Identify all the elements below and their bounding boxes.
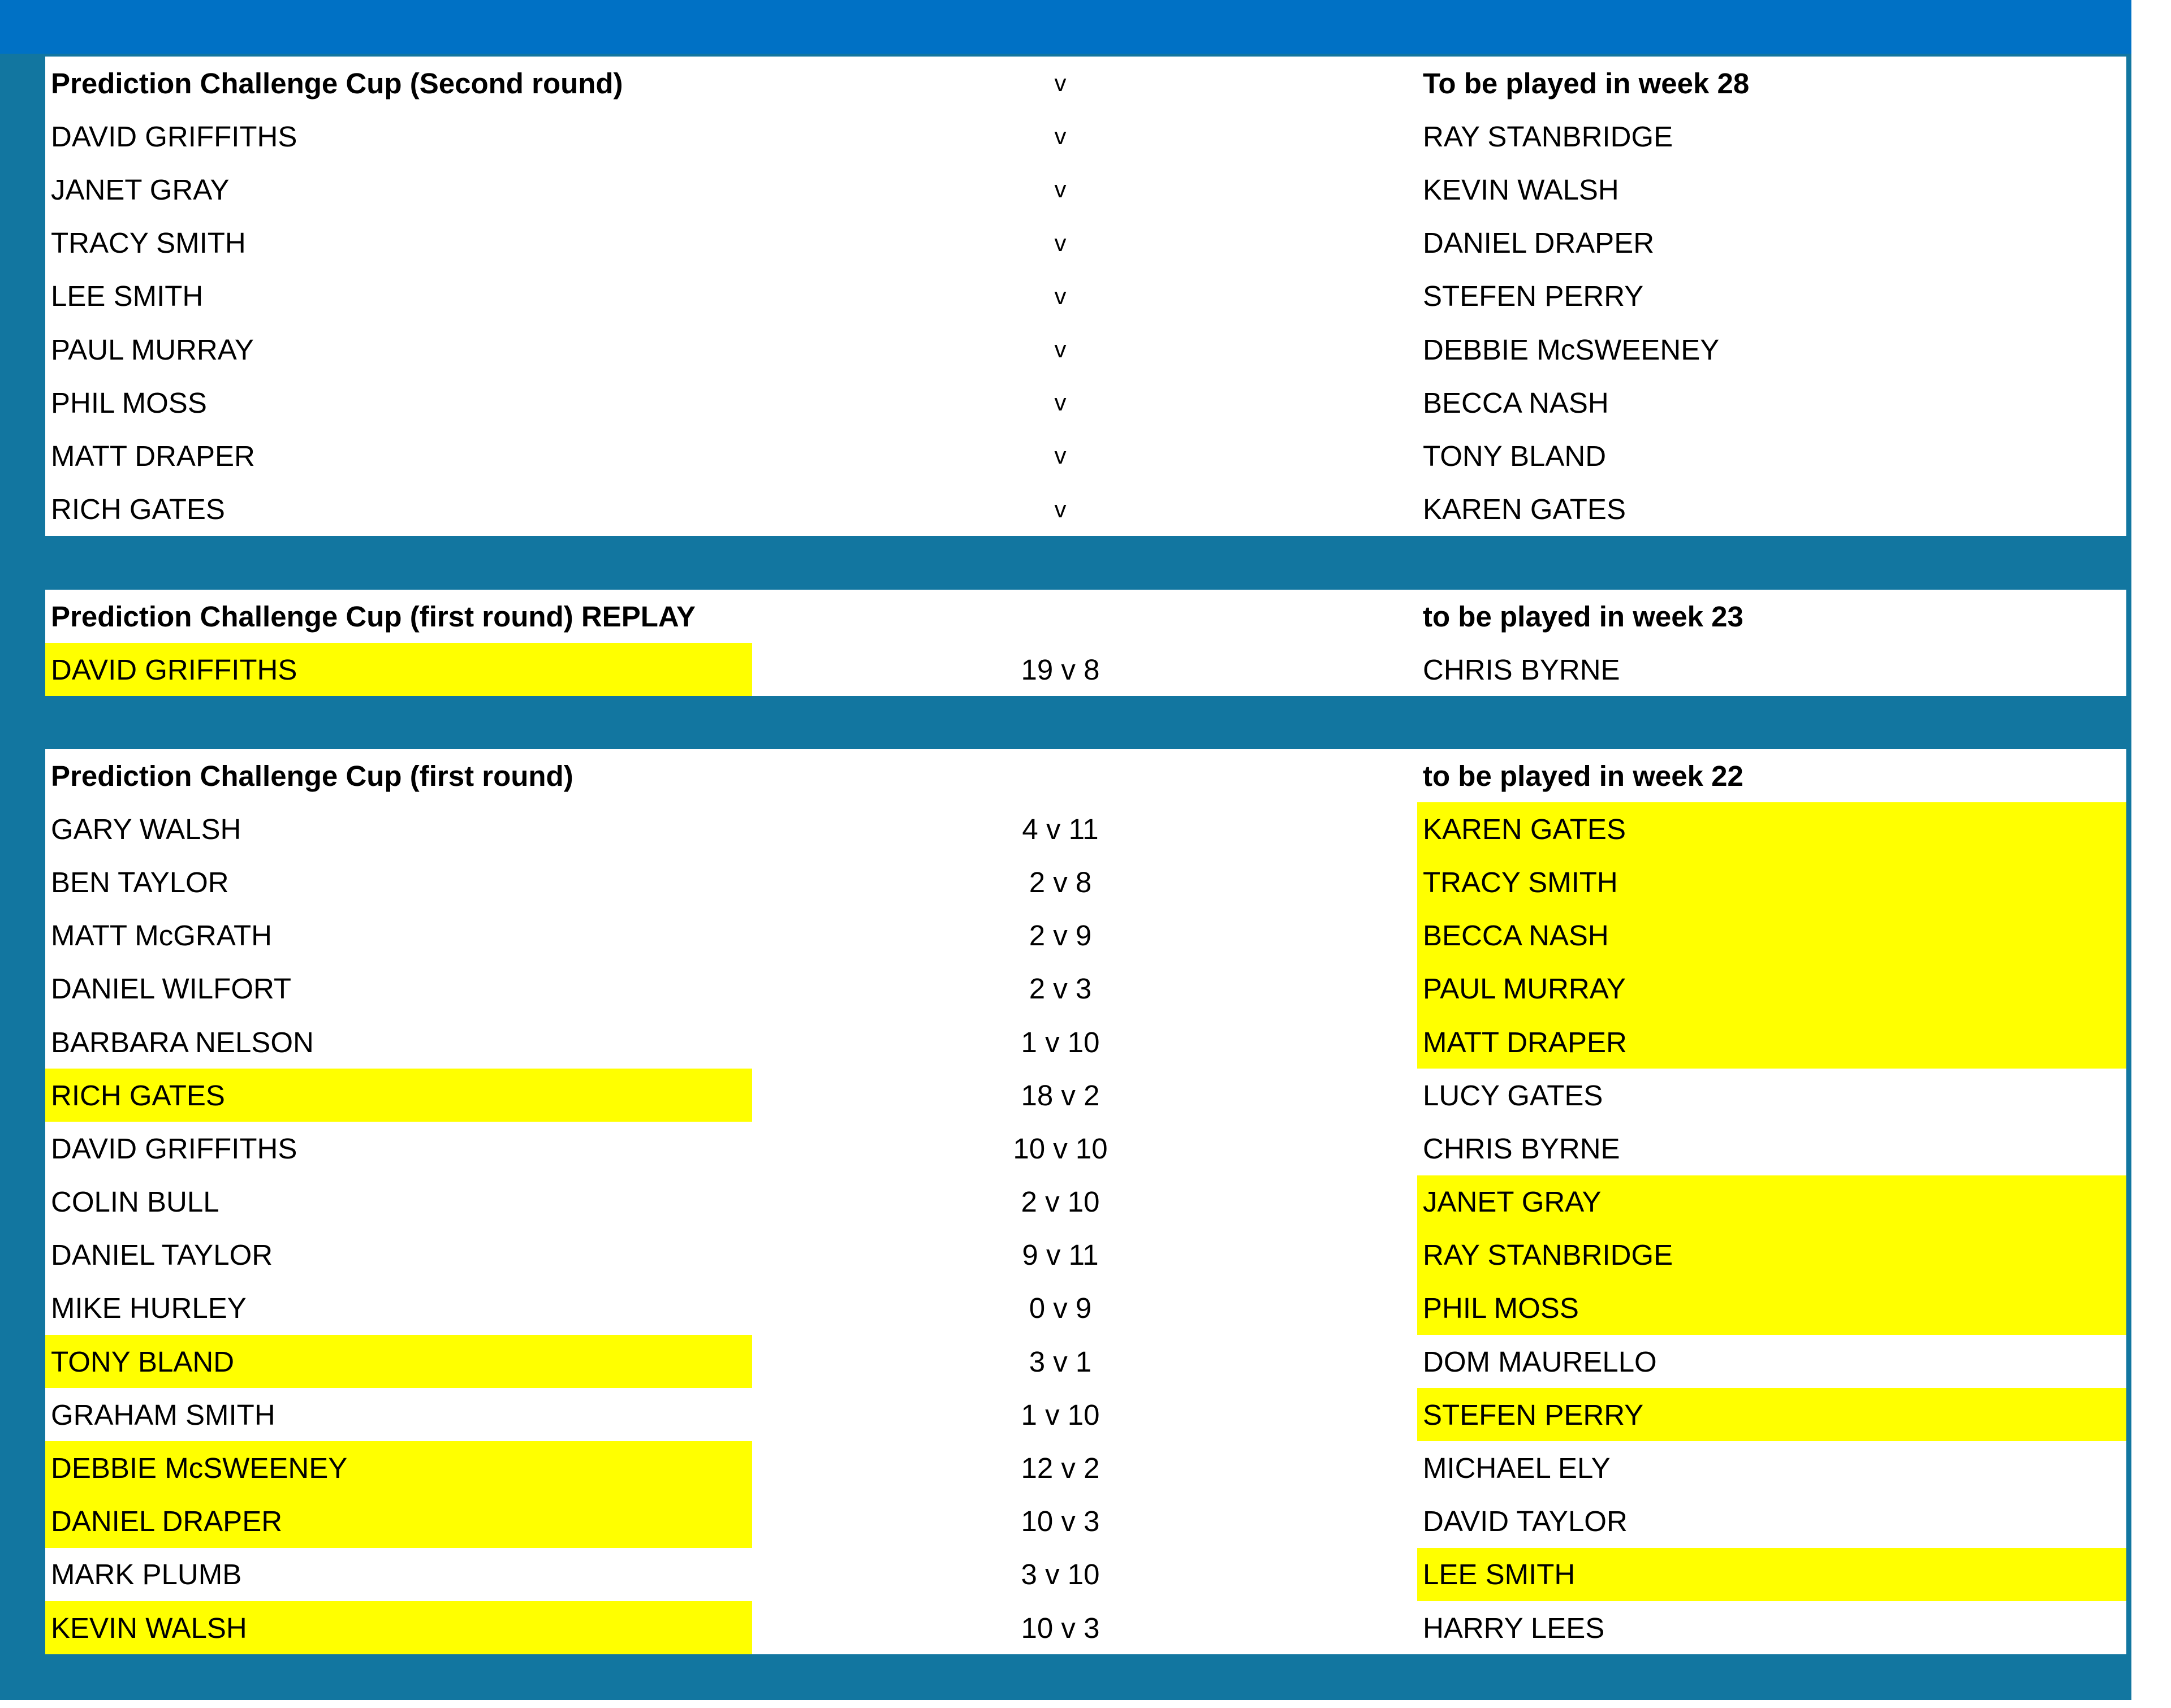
away-player: CHRIS BYRNE bbox=[1423, 653, 1620, 686]
match-score: 2 v 8 bbox=[1029, 866, 1092, 898]
home-player: DEBBIE McSWEENEY bbox=[45, 1441, 752, 1494]
fixture-row bbox=[45, 1548, 2126, 1601]
home-player: MARK PLUMB bbox=[51, 1558, 242, 1591]
match-score: 18 v 2 bbox=[1021, 1079, 1100, 1112]
away-player: PHIL MOSS bbox=[1417, 1282, 2126, 1335]
fixture-row bbox=[45, 483, 2126, 536]
bottom-edge bbox=[0, 1700, 2171, 1708]
home-player: RICH GATES bbox=[45, 1069, 752, 1122]
home-player: LEE SMITH bbox=[51, 280, 204, 313]
fixture-row bbox=[45, 1282, 2126, 1335]
away-player: STEFEN PERRY bbox=[1417, 1388, 2126, 1441]
away-player: RAY STANBRIDGE bbox=[1417, 1229, 2126, 1282]
fixture-row bbox=[45, 1388, 2126, 1441]
home-player: DAVID GRIFFITHS bbox=[45, 643, 752, 696]
fixture-row bbox=[45, 802, 2126, 855]
fixture-row bbox=[45, 1335, 2126, 1388]
match-score: v bbox=[1054, 123, 1067, 150]
home-player: GARY WALSH bbox=[51, 812, 241, 845]
second-round-table bbox=[45, 57, 2126, 536]
away-player: KAREN GATES bbox=[1423, 493, 1626, 526]
away-player: LEE SMITH bbox=[1417, 1548, 2126, 1601]
fixture-row bbox=[45, 1601, 2126, 1654]
home-player: GRAHAM SMITH bbox=[51, 1398, 275, 1431]
match-score: v bbox=[1054, 389, 1067, 416]
match-score: 9 v 11 bbox=[1022, 1239, 1099, 1272]
match-score: v bbox=[1054, 495, 1067, 522]
section-header bbox=[45, 749, 2126, 802]
section-header bbox=[45, 57, 2126, 110]
match-score: v bbox=[1054, 336, 1067, 363]
top-bar bbox=[0, 0, 2131, 54]
home-player: DAVID GRIFFITHS bbox=[51, 1132, 297, 1165]
home-player: BARBARA NELSON bbox=[51, 1026, 314, 1058]
match-score: 0 v 9 bbox=[1029, 1292, 1092, 1325]
match-score: 4 v 11 bbox=[1022, 812, 1099, 845]
away-player: DEBBIE McSWEENEY bbox=[1423, 333, 1720, 366]
match-score: 2 v 3 bbox=[1029, 972, 1092, 1005]
fixture-row bbox=[45, 962, 2126, 1015]
right-edge bbox=[2131, 0, 2171, 1708]
section-title: Prediction Challenge Cup (first round) REPLAY bbox=[51, 600, 696, 633]
fixture-row bbox=[45, 1069, 2126, 1122]
first-round-table bbox=[45, 749, 2126, 1654]
away-player: HARRY LEES bbox=[1423, 1611, 1605, 1644]
home-player: DANIEL WILFORT bbox=[51, 972, 292, 1005]
home-player: RICH GATES bbox=[51, 493, 225, 526]
fixture-row bbox=[45, 217, 2126, 270]
fixture-row bbox=[45, 1495, 2126, 1548]
away-player: DAVID TAYLOR bbox=[1423, 1505, 1628, 1538]
away-player: PAUL MURRAY bbox=[1417, 962, 2126, 1015]
section-schedule: To be played in week 28 bbox=[1423, 67, 1750, 100]
away-player: KAREN GATES bbox=[1417, 802, 2126, 855]
away-player: KEVIN WALSH bbox=[1423, 173, 1619, 206]
home-player: MATT DRAPER bbox=[51, 439, 255, 472]
match-score: v bbox=[1054, 229, 1067, 256]
match-score: 10 v 3 bbox=[1021, 1505, 1100, 1538]
fixture-row bbox=[45, 110, 2126, 163]
away-player: STEFEN PERRY bbox=[1423, 280, 1644, 313]
fixture-row bbox=[45, 643, 2126, 696]
away-player: TRACY SMITH bbox=[1417, 855, 2126, 909]
fixture-row bbox=[45, 1175, 2126, 1229]
home-player: DANIEL DRAPER bbox=[45, 1495, 752, 1548]
away-player: MICHAEL ELY bbox=[1423, 1452, 1611, 1485]
section-header-versus bbox=[752, 590, 1459, 643]
match-score: 3 v 1 bbox=[1029, 1345, 1092, 1378]
match-score: 2 v 9 bbox=[1029, 919, 1092, 952]
away-player: RAY STANBRIDGE bbox=[1423, 120, 1673, 153]
match-score: v bbox=[1054, 176, 1067, 203]
home-player: COLIN BULL bbox=[51, 1186, 219, 1218]
fixture-row bbox=[45, 429, 2126, 482]
home-player: KEVIN WALSH bbox=[45, 1601, 752, 1654]
section-title: Prediction Challenge Cup (Second round) bbox=[51, 67, 623, 100]
away-player: BECCA NASH bbox=[1423, 386, 1609, 419]
match-score: 2 v 10 bbox=[1021, 1186, 1100, 1218]
fixture-row bbox=[45, 376, 2126, 429]
away-player: DOM MAURELLO bbox=[1423, 1345, 1657, 1378]
away-player: TONY BLAND bbox=[1423, 439, 1607, 472]
home-player: PHIL MOSS bbox=[51, 386, 207, 419]
home-player: PAUL MURRAY bbox=[51, 333, 254, 366]
fixture-row bbox=[45, 1229, 2126, 1282]
match-score: v bbox=[1054, 282, 1067, 309]
fixture-row bbox=[45, 909, 2126, 962]
replay-table bbox=[45, 590, 2126, 696]
fixture-row bbox=[45, 855, 2126, 909]
section-schedule: to be played in week 22 bbox=[1423, 759, 1743, 792]
away-player: LUCY GATES bbox=[1423, 1079, 1603, 1112]
away-player: CHRIS BYRNE bbox=[1423, 1132, 1620, 1165]
fixture-row bbox=[45, 270, 2126, 323]
fixture-row bbox=[45, 1122, 2126, 1175]
match-score: 12 v 2 bbox=[1021, 1452, 1100, 1485]
section-schedule: to be played in week 23 bbox=[1423, 600, 1743, 633]
home-player: TRACY SMITH bbox=[51, 227, 246, 260]
match-score: 10 v 3 bbox=[1021, 1611, 1100, 1644]
fixture-row bbox=[45, 1441, 2126, 1494]
away-player: BECCA NASH bbox=[1417, 909, 2126, 962]
home-player: DANIEL TAYLOR bbox=[51, 1239, 273, 1272]
match-score: 19 v 8 bbox=[1021, 653, 1100, 686]
fixture-row bbox=[45, 323, 2126, 376]
home-player: MATT McGRATH bbox=[51, 919, 272, 952]
match-score: v bbox=[1054, 442, 1067, 469]
home-player: JANET GRAY bbox=[51, 173, 230, 206]
section-header bbox=[45, 590, 2126, 643]
section-header-versus bbox=[752, 749, 1459, 802]
match-score: 1 v 10 bbox=[1021, 1026, 1100, 1058]
fixture-row bbox=[45, 1015, 2126, 1069]
match-score: 1 v 10 bbox=[1021, 1398, 1100, 1431]
match-score: 3 v 10 bbox=[1021, 1558, 1100, 1591]
section-header-versus: v bbox=[1054, 70, 1067, 97]
home-player: DAVID GRIFFITHS bbox=[51, 120, 297, 153]
home-player: BEN TAYLOR bbox=[51, 866, 229, 898]
home-player: TONY BLAND bbox=[45, 1335, 752, 1388]
away-player: MATT DRAPER bbox=[1417, 1015, 2126, 1069]
section-title: Prediction Challenge Cup (first round) bbox=[51, 759, 573, 792]
match-score: 10 v 10 bbox=[1013, 1132, 1108, 1165]
home-player: MIKE HURLEY bbox=[51, 1292, 247, 1325]
away-player: JANET GRAY bbox=[1417, 1175, 2126, 1229]
fixture-row bbox=[45, 163, 2126, 216]
away-player: DANIEL DRAPER bbox=[1423, 227, 1655, 260]
